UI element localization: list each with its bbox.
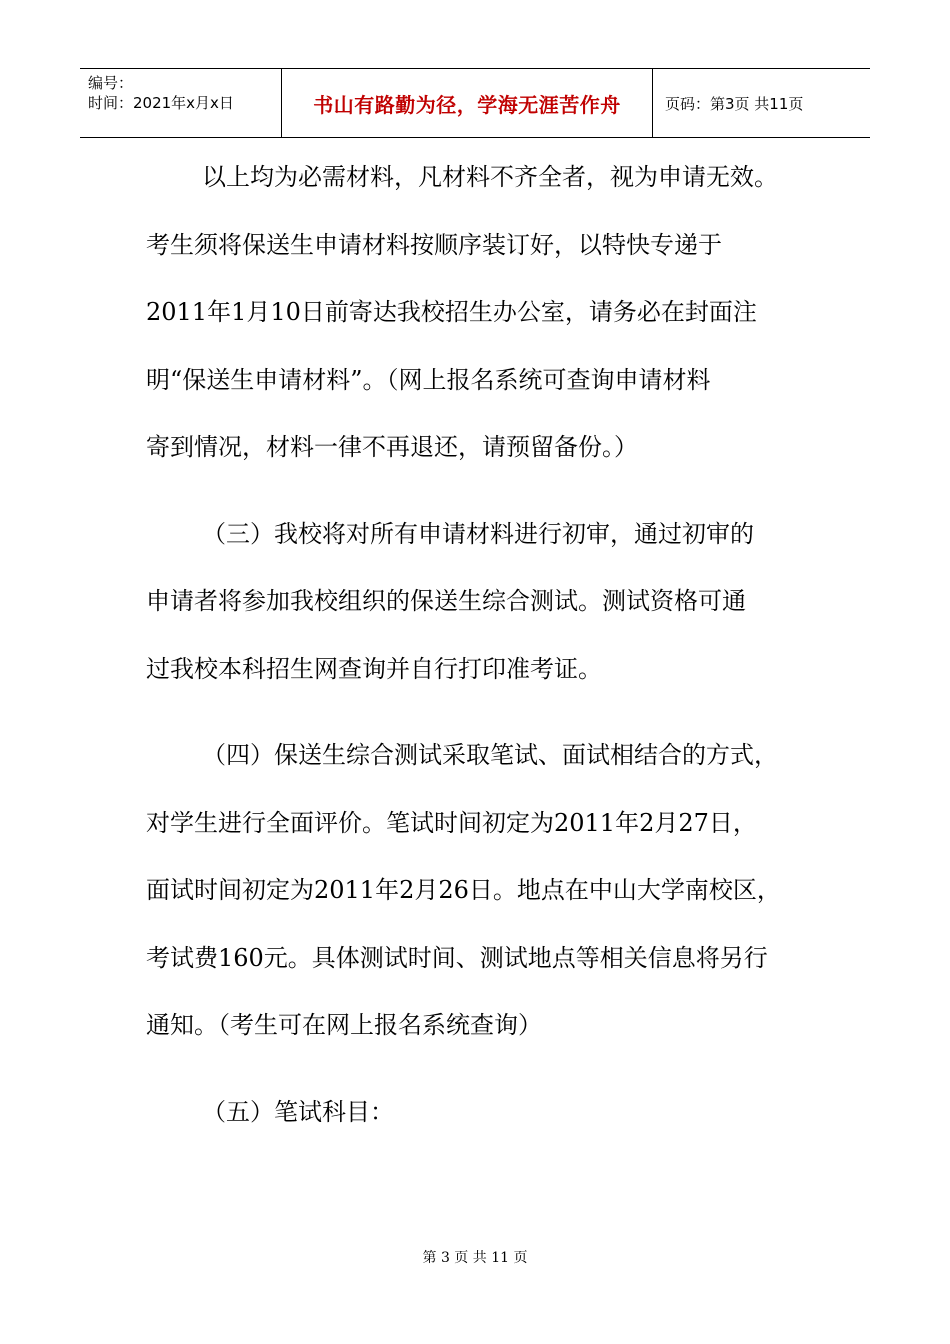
body-line: 以上均为必需材料，凡材料不齐全者，视为申请无效。 [202,163,778,191]
body-line: 对学生进行全面评价。笔试时间初定为2011年2月27日， [146,809,757,837]
body-line: 通知。（考生可在网上报名系统查询） [146,1011,542,1039]
document-number-label: 编号： [88,74,134,92]
header-meta-cell [80,69,282,137]
body-line: 2011年1月10日前寄达我校招生办公室，请务必在封面注 [146,298,757,326]
body-line: 明“保送生申请材料”。（网上报名系统可查询申请材料 [146,366,711,394]
body-line: 过我校本科招生网查询并自行打印准考证。 [146,655,602,683]
body-line: （三）我校将对所有申请材料进行初审，通过初审的 [202,520,754,548]
header-motto: 书山有路勤为径，学海无涯苦作舟 [282,69,653,137]
body-line: 申请者将参加我校组织的保送生综合测试。测试资格可通 [146,587,746,615]
body-line: 考试费160元。具体测试时间、测试地点等相关信息将另行 [146,944,768,972]
body-line: 考生须将保送生申请材料按顺序装订好，以特快专递于 [146,231,722,259]
body-line: （五）笔试科目： [202,1098,394,1126]
page-footer: 第 3 页 共 11 页 [422,1250,528,1266]
document-time-label: 时间：2021年x月x日 [88,94,234,112]
header-page-info: 页码：第3页 共11页 [665,94,804,113]
body-line: （四）保送生综合测试采取笔试、面试相结合的方式， [202,741,778,769]
body-line: 寄到情况，材料一律不再退还，请预留备份。） [146,433,638,461]
body-line: 面试时间初定为2011年2月26日。地点在中山大学南校区， [146,876,781,904]
page-header [80,68,870,138]
